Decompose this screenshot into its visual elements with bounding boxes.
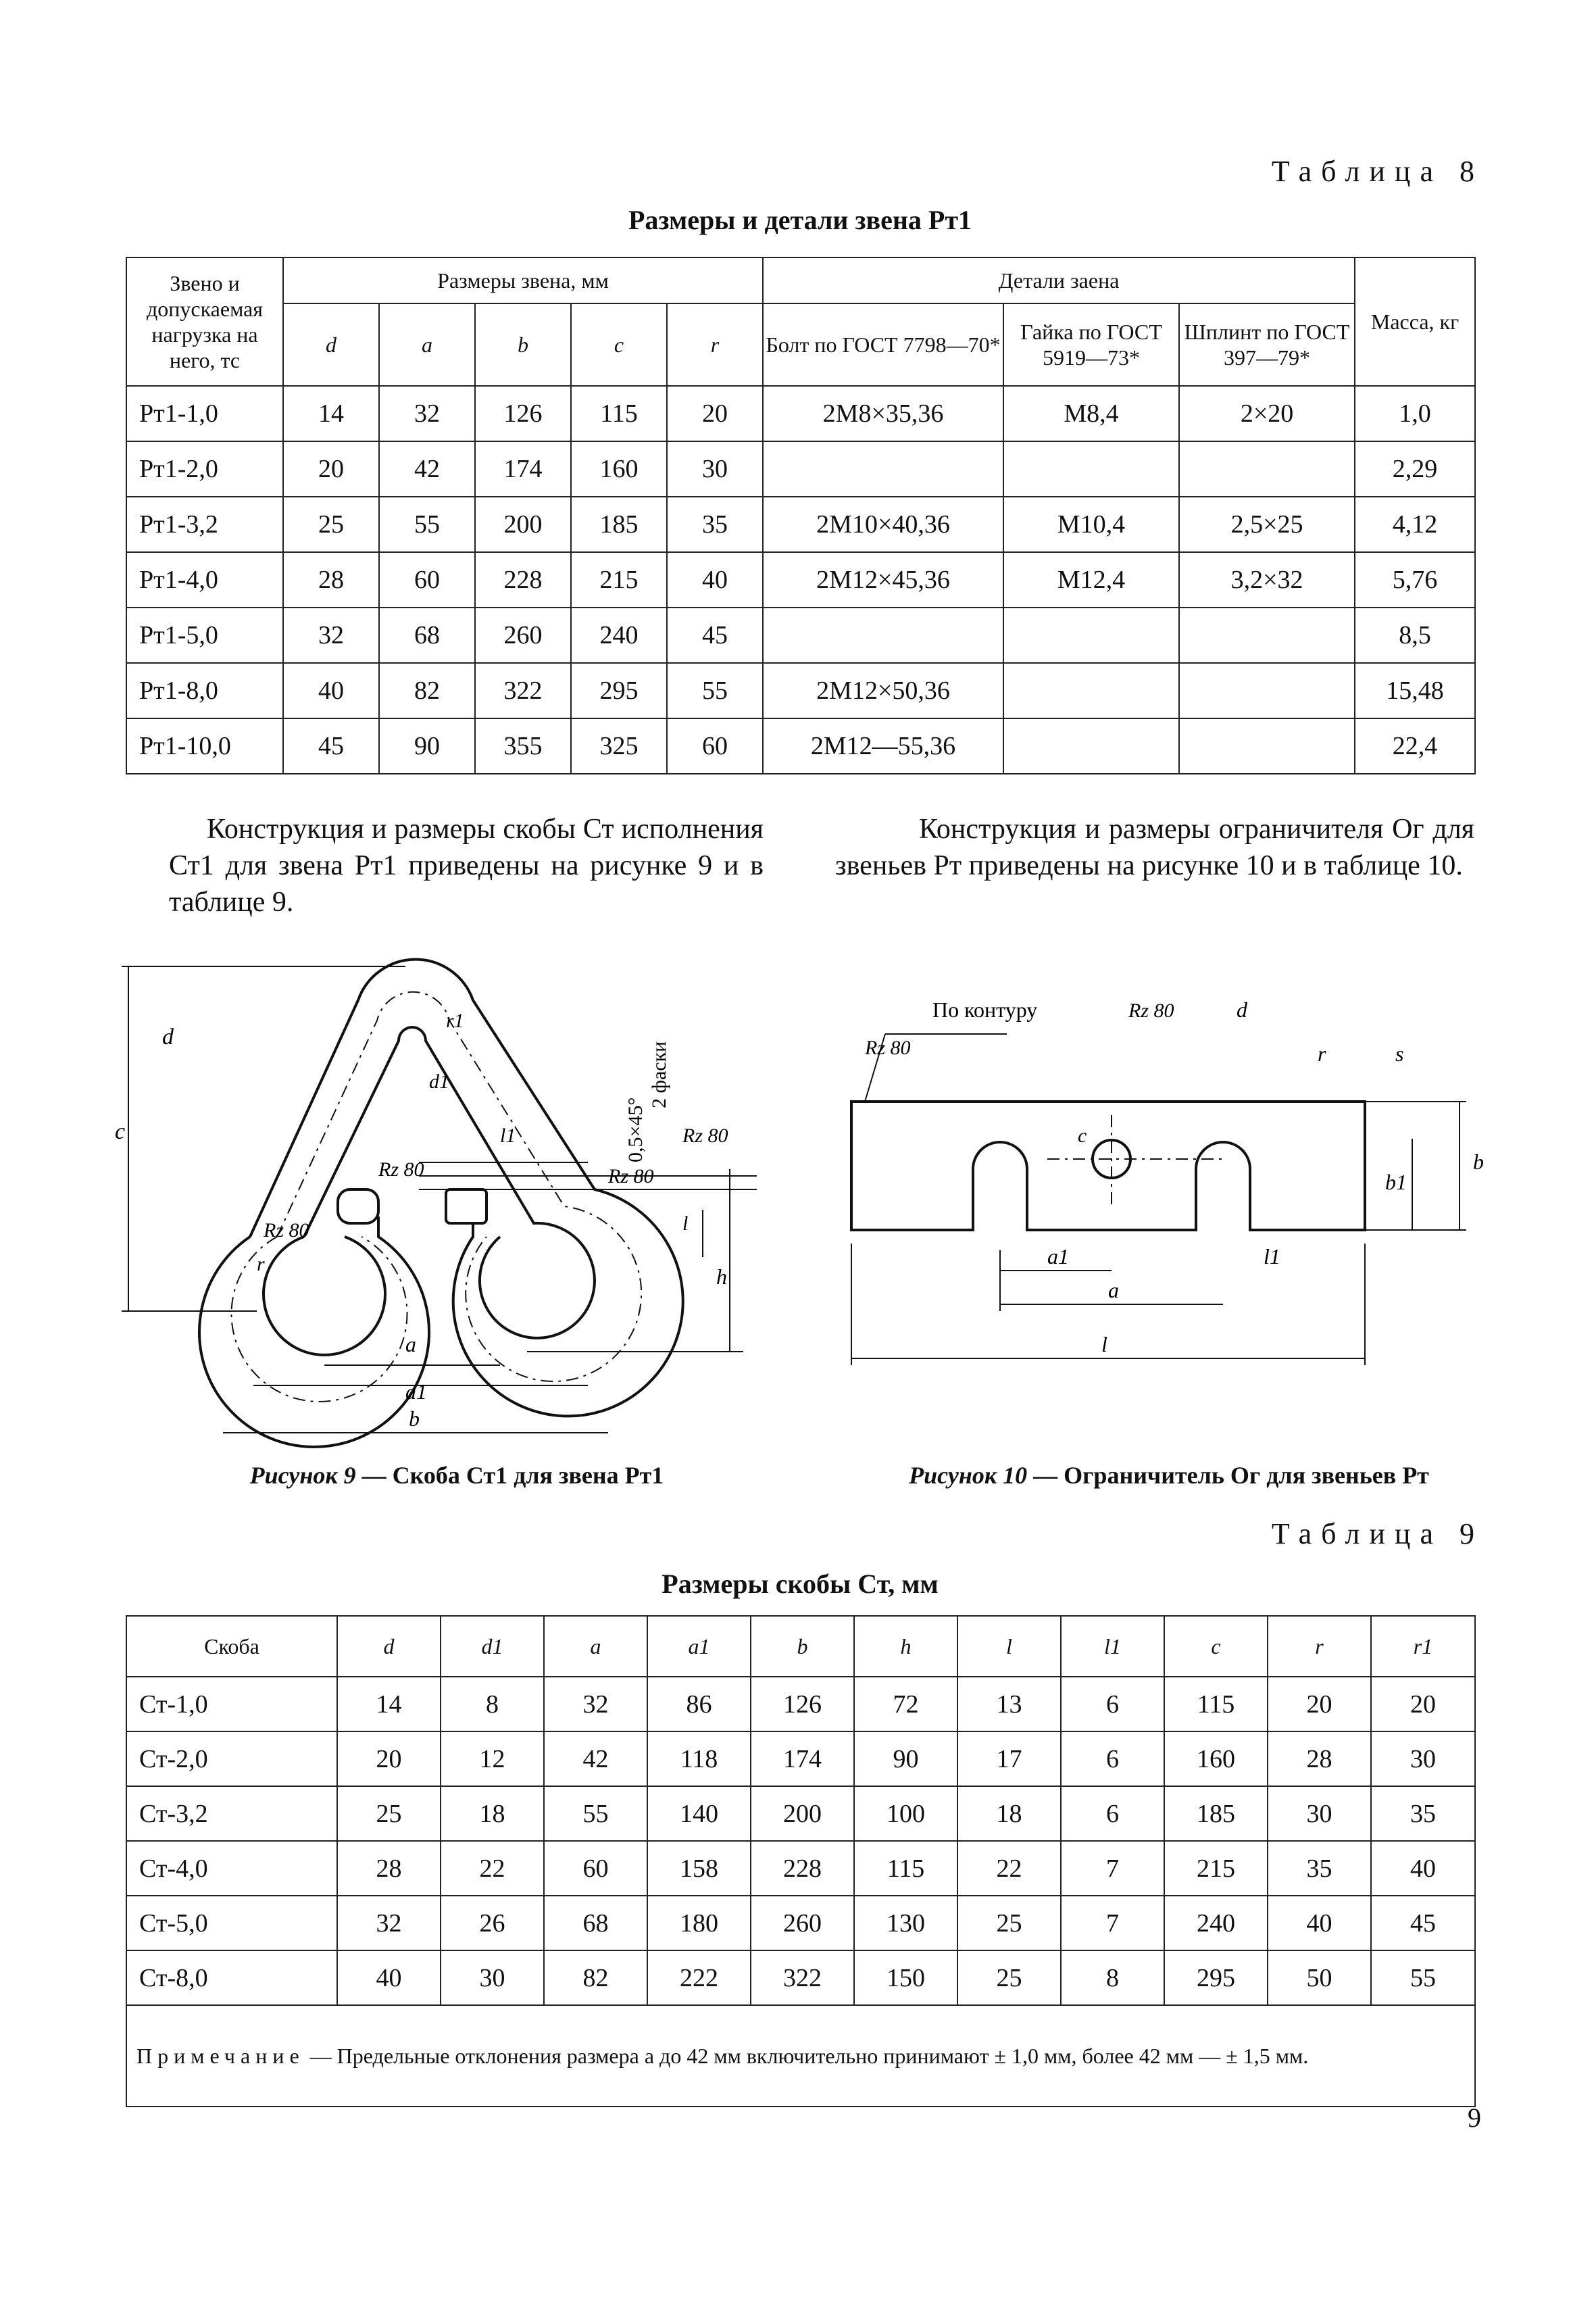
fig9-label-b: b: [409, 1406, 420, 1431]
fig9-label-r: r: [257, 1253, 265, 1275]
fig9-label-chamfer: 0,5×45°: [624, 1097, 647, 1162]
fig10-label-d: d: [1237, 998, 1247, 1022]
header-r: r: [667, 303, 763, 386]
fig9-label-a1: a1: [405, 1379, 427, 1404]
fig9-label-c: c: [115, 1119, 126, 1144]
stud-right-icon: [446, 1189, 487, 1223]
note-text: — Предельные отклонения размера a до 42 мм включительно принимают ± 1,0 мм, более 42 мм — ± 1,5 мм.: [304, 2044, 1309, 2068]
fig10-label-contour: По контуру: [932, 998, 1038, 1022]
fig9-label-rz80-a: Rz 80: [378, 1158, 424, 1181]
table-row: Рт1-5,0 32 68 260 240 45 8,5: [126, 608, 1475, 663]
table8-label: Таблица 8: [1271, 155, 1484, 188]
fig10-label-s: s: [1395, 1041, 1404, 1066]
table-row: Ст-2,0 20 12 42 118 174 90 17 6 160 28 30: [126, 1731, 1475, 1786]
figure10-caption-num: Рисунок 10: [909, 1462, 1028, 1489]
fig10-label-l1: l1: [1264, 1244, 1280, 1269]
table-row: Ст-4,0 28 22 60 158 228 115 22 7 215 35 40: [126, 1841, 1475, 1896]
fig9-label-l: l: [682, 1212, 689, 1235]
fig10-label-b1: b1: [1385, 1170, 1407, 1194]
fig9-label-rz80-d: Rz 80: [264, 1219, 309, 1241]
table-row: Рт1-4,0 28 60 228 215 40 2М12×45,36 М12,4 3,2×32 5,76: [126, 552, 1475, 608]
note-label: Примечание: [136, 2044, 305, 2068]
fig9-label-l1: l1: [500, 1125, 516, 1147]
fig10-label-a1: a1: [1047, 1244, 1069, 1269]
table-row: Рт1-2,0 20 42 174 160 30 2,29: [126, 441, 1475, 497]
table9-header-row: Скоба d d1 a a1 b h l l1 c r r1: [126, 1616, 1475, 1677]
fig10-label-r: r: [1318, 1041, 1326, 1066]
header-pin: Шплинт по ГОСТ 397—79*: [1179, 303, 1355, 386]
figure9-caption-num: Рисунок 9: [249, 1462, 356, 1489]
figure9-caption: [126, 1461, 788, 1490]
header-parts: Детали заена: [763, 257, 1355, 303]
table9-title: Размеры скобы Ст, мм: [662, 1569, 939, 1599]
paragraph-left: Конструкция и размеры скобы Ст исполнения Ст1 для звена Рт1 приведены на рисунке 9 и в таблице 9.: [169, 814, 764, 918]
figure10-caption-text: — Ограничитель Ог для звеньев Рт: [1027, 1462, 1429, 1489]
table-row: Рт1-10,0 45 90 355 325 60 2М12—55,36 22,4: [126, 718, 1475, 774]
table-row: Рт1-3,2 25 55 200 185 35 2М10×40,36 М10,4 2,5×25 4,12: [126, 497, 1475, 552]
fig10-label-l: l: [1101, 1332, 1107, 1356]
fig10-label-b: b: [1473, 1150, 1484, 1174]
header-d: d: [283, 303, 379, 386]
figure10-caption: [845, 1461, 1493, 1490]
table-row: Ст-8,0 40 30 82 222 322 150 25 8 295 50 55: [126, 1950, 1475, 2005]
fig10-label-rz80-b: Rz 80: [865, 1037, 911, 1059]
header-mass: Масса, кг: [1355, 257, 1475, 386]
header-a: a: [379, 303, 475, 386]
fig9-label-rz80-c: Rz 80: [682, 1125, 728, 1147]
table-row: Ст-1,0 14 8 32 86 126 72 13 6 115 20 20: [126, 1677, 1475, 1731]
fig9-label-a: a: [405, 1332, 416, 1356]
table-row: Рт1-8,0 40 82 322 295 55 2М12×50,36 15,48: [126, 663, 1475, 718]
table9-note-row: [126, 2005, 1475, 2107]
header-dims: Размеры звена, мм: [283, 257, 763, 303]
page-number: 9: [1468, 2102, 1481, 2133]
fig9-label-h: h: [716, 1264, 727, 1289]
paragraph-right: Конструкция и размеры ограничителя Ог для звеньев Рт приведены на рисунке 10 и в таблице 10.: [835, 814, 1474, 881]
fig9-label-d: d: [162, 1025, 174, 1050]
table-row: Ст-5,0 32 26 68 180 260 130 25 7 240 40 45: [126, 1896, 1475, 1950]
fig10-label-rz80-a: Rz 80: [1128, 1000, 1174, 1022]
table-row: Ст-3,2 25 18 55 140 200 100 18 6 185 30 35: [126, 1786, 1475, 1841]
fig9-label-two-chamfers: 2 фаски: [648, 1041, 670, 1108]
table-row: Рт1-1,0 14 32 126 115 20 2М8×35,36 М8,4 2×20 1,0: [126, 386, 1475, 441]
table9-label: Таблица 9: [1271, 1517, 1484, 1550]
table9: [126, 1615, 1476, 2107]
header-b: b: [475, 303, 571, 386]
header-link: Звено и допускаемая нагрузка на него, тс: [126, 257, 283, 386]
fig9-label-d1: d1: [429, 1070, 449, 1093]
stud-left-icon: [338, 1189, 378, 1223]
figure10-drawing: [845, 987, 1493, 1419]
fig10-label-a: a: [1108, 1278, 1119, 1302]
figure9-caption-text: — Скоба Ст1 для звена Рт1: [355, 1462, 664, 1489]
table8: [126, 257, 1476, 774]
fig9-label-rz80-b: Rz 80: [608, 1165, 654, 1187]
header-bolt: Болт по ГОСТ 7798—70*: [763, 303, 1003, 386]
table8-title: Размеры и детали звена Рт1: [628, 205, 972, 235]
figure9-drawing: [115, 919, 784, 1460]
header-nut: Гайка по ГОСТ 5919—73*: [1003, 303, 1179, 386]
fig9-label-r1: r1: [446, 1010, 464, 1032]
fig10-label-c: c: [1078, 1125, 1087, 1147]
header-c: c: [571, 303, 667, 386]
